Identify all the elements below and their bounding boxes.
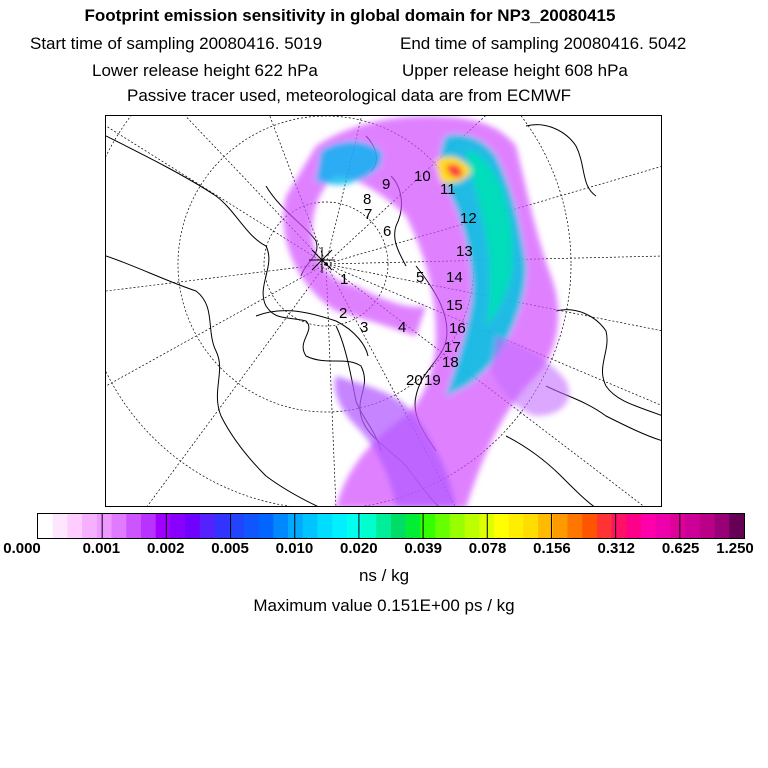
colorbar-unit: ns / kg <box>358 566 410 585</box>
traj-label-11: 11 <box>440 181 456 198</box>
traj-label-3: 3 <box>360 319 369 336</box>
traj-label-10: 10 <box>414 168 431 185</box>
colorbar-tick-label: 0.156 <box>533 540 571 557</box>
traj-label-19: 19 <box>424 372 441 389</box>
traj-label-12: 12 <box>460 210 477 227</box>
map-title: Footprint emission sensitivity in global domain for NP3_20080415 <box>84 6 616 25</box>
colorbar-tick-label: 0.002 <box>146 540 185 557</box>
colorbar-swatch <box>303 514 318 538</box>
upper-release-label: Upper release height 608 hPa <box>402 61 628 80</box>
colorbar-swatch <box>53 514 68 538</box>
colorbar-swatch <box>200 514 215 538</box>
colorbar-swatch <box>332 514 347 538</box>
colorbar-swatch <box>259 514 274 538</box>
colorbar-swatch <box>729 514 744 538</box>
colorbar-swatch <box>685 514 700 538</box>
colorbar-swatch <box>156 514 171 538</box>
colorbar-swatch <box>391 514 406 538</box>
colorbar-swatch <box>465 514 480 538</box>
map-panel <box>105 115 662 507</box>
colorbar-swatch <box>112 514 127 538</box>
start-time-label: Start time of sampling 20080416. 5019 <box>30 34 323 53</box>
traj-label-5: 5 <box>416 269 425 286</box>
colorbar-tick-label: 0.039 <box>404 540 442 557</box>
colorbar-swatch <box>568 514 583 538</box>
colorbar-swatch <box>347 514 362 538</box>
colorbar-swatch <box>435 514 450 538</box>
colorbar-swatch <box>185 514 200 538</box>
colorbar-tick-label: 0.000 <box>3 540 41 557</box>
colorbar-swatch <box>141 514 156 538</box>
traj-label-18: 18 <box>442 354 459 371</box>
colorbar-swatch <box>450 514 465 538</box>
colorbar-tick-label: 1.250 <box>716 540 754 557</box>
map-canvas <box>106 116 662 507</box>
traj-label-1: 1 <box>340 271 349 288</box>
colorbar-swatch <box>38 514 53 538</box>
lower-release-label: Lower release height 622 hPa <box>92 61 318 80</box>
colorbar-tick-label: 0.078 <box>468 540 507 557</box>
colorbar-swatch <box>126 514 141 538</box>
colorbar-swatch <box>626 514 641 538</box>
colorbar-swatch <box>641 514 656 538</box>
end-time-label: End time of sampling 20080416. 5042 <box>400 34 687 53</box>
colorbar-swatch <box>670 514 685 538</box>
traj-label-9: 9 <box>382 176 391 193</box>
colorbar-swatch <box>715 514 730 538</box>
colorbar-swatch <box>553 514 568 538</box>
colorbar-swatch <box>406 514 421 538</box>
colorbar-swatch <box>82 514 97 538</box>
colorbar <box>37 513 745 539</box>
data-source-note: Passive tracer used, meteorological data are from ECMWF <box>127 86 572 105</box>
colorbar-swatch <box>215 514 230 538</box>
colorbar-swatch <box>582 514 597 538</box>
colorbar-tick-label: 0.312 <box>597 540 636 557</box>
colorbar-swatch <box>244 514 259 538</box>
colorbar-tick-label: 0.020 <box>340 540 378 557</box>
colorbar-swatch <box>317 514 332 538</box>
traj-label-15: 15 <box>446 297 463 314</box>
colorbar-tick-label: 0.005 <box>211 540 249 557</box>
release-site-marker <box>309 247 335 273</box>
traj-label-13: 13 <box>456 243 473 260</box>
traj-label-2: 2 <box>339 305 348 322</box>
traj-label-7: 7 <box>364 206 373 223</box>
colorbar-swatch <box>362 514 377 538</box>
colorbar-swatches <box>38 514 744 538</box>
colorbar-swatch <box>288 514 303 538</box>
colorbar-tick-label: 0.010 <box>275 540 314 557</box>
traj-label-20: 20 <box>406 372 423 389</box>
colorbar-tick-label: 0.001 <box>82 540 121 557</box>
maximum-value-label: Maximum value 0.151E+00 ps / kg <box>253 596 515 615</box>
colorbar-swatch <box>170 514 185 538</box>
colorbar-swatch <box>273 514 288 538</box>
colorbar-swatch <box>656 514 671 538</box>
colorbar-swatch <box>494 514 509 538</box>
traj-label-4: 4 <box>398 319 407 336</box>
traj-label-16: 16 <box>449 320 466 337</box>
colorbar-swatch <box>229 514 244 538</box>
traj-label-17: 17 <box>444 339 461 356</box>
colorbar-swatch <box>700 514 715 538</box>
colorbar-tick-label: 0.625 <box>661 540 700 557</box>
colorbar-swatch <box>612 514 627 538</box>
traj-label-8: 8 <box>363 191 372 208</box>
colorbar-swatch <box>509 514 524 538</box>
colorbar-swatch <box>523 514 538 538</box>
colorbar-swatch <box>376 514 391 538</box>
traj-label-14: 14 <box>446 269 463 286</box>
traj-label-6: 6 <box>383 223 392 240</box>
colorbar-swatch <box>97 514 112 538</box>
colorbar-swatch <box>597 514 612 538</box>
colorbar-swatch <box>67 514 82 538</box>
